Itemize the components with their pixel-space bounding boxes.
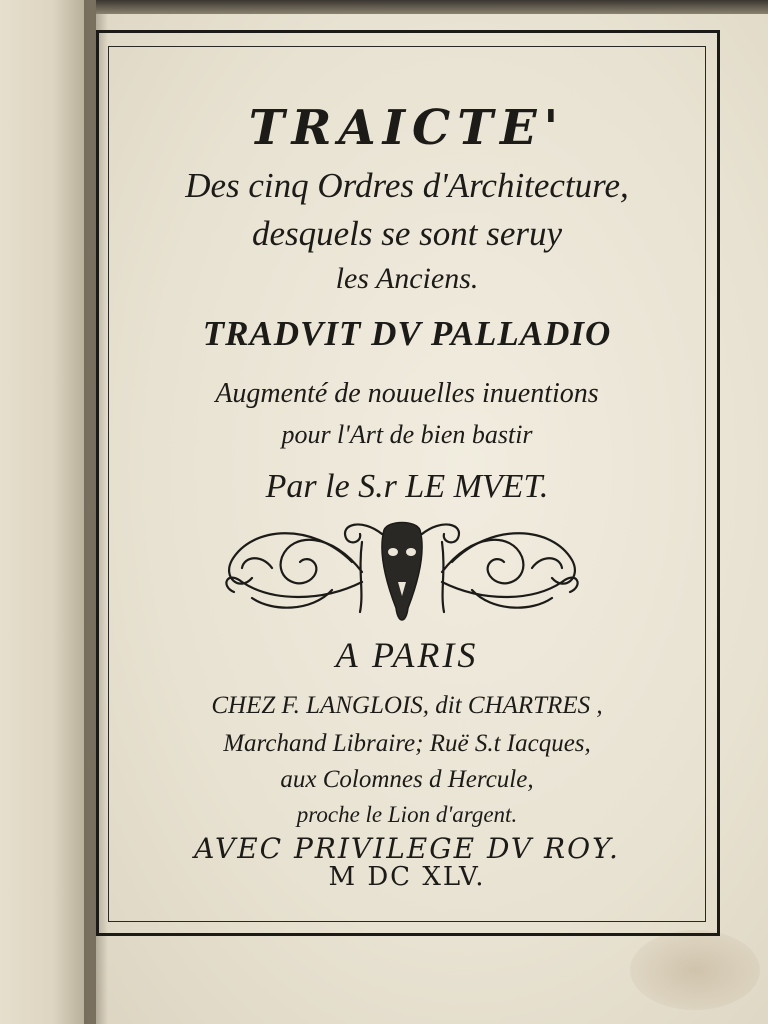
publisher-line-1: CHEZ F. LANGLOIS, dit CHARTRES , xyxy=(211,692,603,719)
subtitle-line-3: les Anciens. xyxy=(335,262,479,295)
translation-credit: TRADVIT DV PALLADIO xyxy=(202,314,612,353)
book-top-edge xyxy=(96,0,768,14)
publisher-line-2: Marchand Libraire; Ruë S.t Iacques, xyxy=(223,730,591,757)
subtitle-line-1: Des cinq Ordres d'Architecture, xyxy=(185,166,629,205)
book-title: TRAICTE' xyxy=(248,100,566,156)
author-credit: Par le S.r LE MVET. xyxy=(265,468,549,505)
augment-line-2: pour l'Art de bien bastir xyxy=(281,420,533,449)
publisher-line-4: proche le Lion d'argent. xyxy=(296,802,518,827)
augment-line-1: Augmenté de nouuelles inuentions xyxy=(215,378,599,409)
paper-stain xyxy=(630,930,760,1010)
publisher-line-3: aux Colomnes d Hercule, xyxy=(280,766,534,793)
publication-date: M DC XLV. xyxy=(328,862,486,892)
left-book-page xyxy=(0,0,96,1024)
ram-skull-ornament-icon xyxy=(212,512,592,636)
city-imprint: A PARIS xyxy=(335,635,479,675)
royal-privilege: AVEC PRIVILEGE DV ROY. xyxy=(194,832,620,865)
subtitle-line-2: desquels se sont seruy xyxy=(251,214,563,253)
